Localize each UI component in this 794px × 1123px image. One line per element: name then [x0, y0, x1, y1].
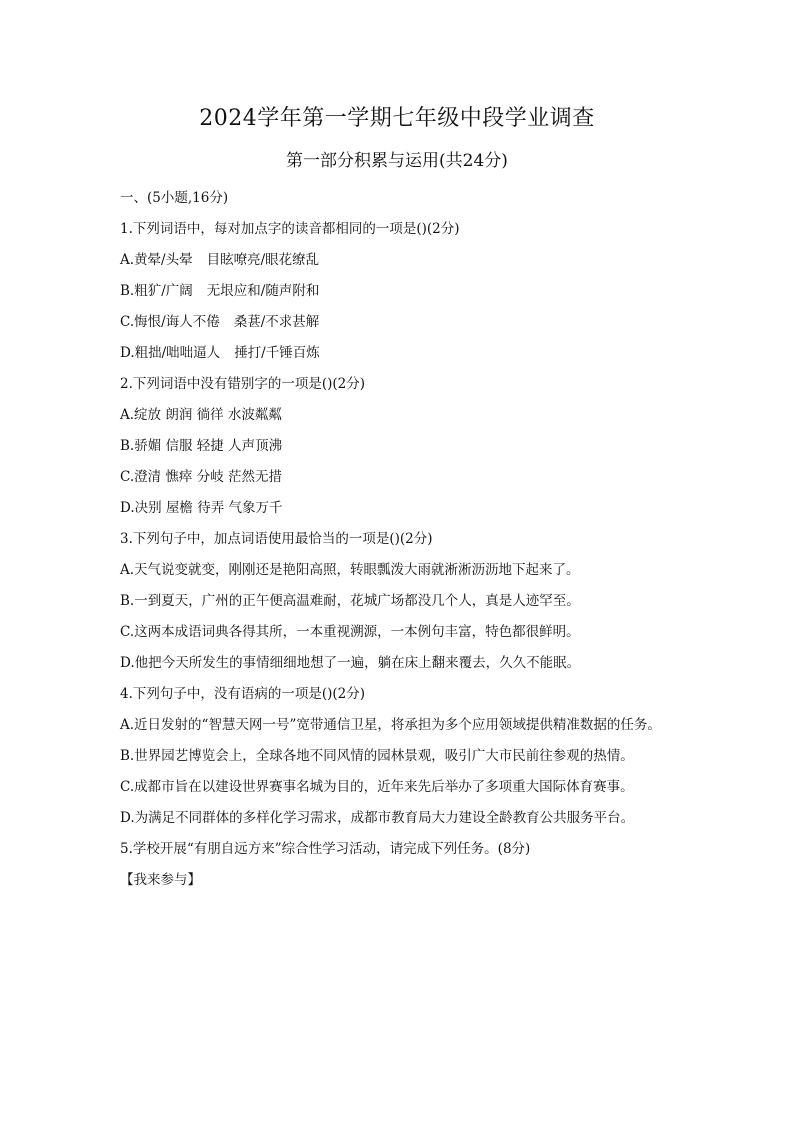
q2-option-d: D.决别 屋檐 待弄 气象万千 [120, 500, 283, 516]
q1-stem: 1.下列词语中，每对加点字的读音都相同的一项是()(2分) [120, 221, 460, 237]
q1-option-b-part1: B.粗犷/广阔 [120, 283, 193, 299]
q3-option-d: D.他把今天所发生的事情细细地想了一遍，躺在床上翻来覆去，久久不能眠。 [120, 655, 581, 671]
q3-option-a: A.天气说变就变，刚刚还是艳阳高照，转眼瓢泼大雨就淅淅沥沥地下起来了。 [120, 562, 580, 578]
q4-option-d: D.为满足不同群体的多样化学习需求，成都市教育局大力建设全龄教育公共服务平台。 [120, 810, 635, 826]
q4-stem: 4.下列句子中，没有语病的一项是()(2分) [120, 686, 366, 702]
q1-option-b [120, 276, 680, 307]
q3-option-b: B.一到夏天，广州的正午便高温难耐，花城广场都没几个人，真是人迹罕至。 [120, 593, 580, 609]
q5-stem: 5.学校开展“有朋自远方来”综合性学习活动，请完成下列任务。(8分) [120, 841, 531, 857]
q1-option-a [120, 245, 680, 276]
q1-option-d [120, 338, 680, 369]
q1-option-d-part2: 捶打/千锤百炼 [234, 345, 320, 361]
page-title: 2024学年第一学期七年级中段学业调查 [199, 106, 595, 131]
q1-option-a-part2: 目眩嘹亮/眼花缭乱 [206, 252, 320, 268]
q2-option-b: B.骄媚 信服 轻捷 人声顶沸 [120, 438, 283, 454]
q4-option-a: A.近日发射的“智慧天网一号”宽带通信卫星，将承担为多个应用领域提供精准数据的任务。 [120, 717, 661, 733]
section-label: 一、(5小题,16分) [120, 190, 229, 206]
q1-option-c [120, 307, 680, 338]
q3-option-c: C.这两本成语词典各得其所，一本重视溯源，一本例句丰富，特色都很鲜明。 [120, 624, 580, 640]
q1-option-a-part1: A.黄晕/头晕 [120, 252, 193, 268]
question-content [120, 183, 680, 896]
part-subtitle: 第一部分积累与运用(共24分) [286, 151, 508, 171]
q2-stem: 2.下列词语中没有错别字的一项是()(2分) [120, 376, 366, 392]
q1-option-c-part2: 桑葚/不求甚解 [233, 314, 320, 330]
q4-option-b: B.世界园艺博览会上，全球各地不同风情的园林景观，吸引广大市民前往参观的热情。 [120, 748, 634, 764]
q5-task-heading: 【我来参与】 [120, 872, 201, 888]
q1-option-b-part2: 无垠应和/随声附和 [206, 283, 320, 299]
q1-option-d-part1: D.粗拙/咄咄逼人 [120, 345, 221, 361]
q1-option-c-part1: C.悔恨/诲人不倦 [120, 314, 220, 330]
q3-stem: 3.下列句子中，加点词语使用最恰当的一项是()(2分) [120, 531, 433, 547]
q2-option-a: A.绽放 朗润 徜徉 水波粼粼 [120, 407, 282, 423]
q2-option-c: C.澄清 憔瘁 分岐 茫然无措 [120, 469, 283, 485]
q4-option-c: C.成都市旨在以建设世界赛事名城为目的，近年来先后举办了多项重大国际体育赛事。 [120, 779, 634, 795]
